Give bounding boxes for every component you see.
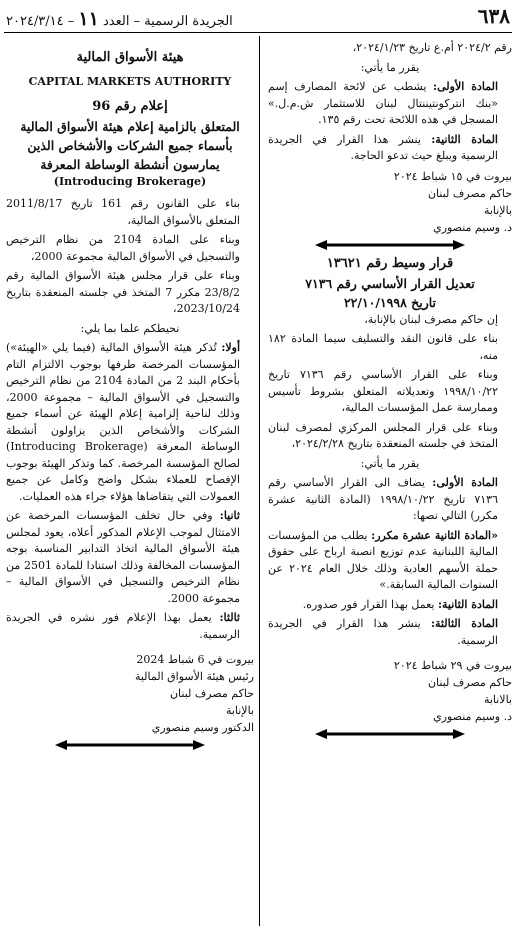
- decision-article-3: [268, 616, 512, 649]
- decision-title: قرار وسيط رقم ١٣٦٢١: [326, 255, 454, 271]
- column-divider: [259, 36, 260, 926]
- page-number: ٦٣٨: [477, 4, 510, 28]
- sig-line: د. وسيم منصوري: [433, 710, 512, 723]
- decision-date: تاريخ ٢٢/١٠/١٩٩٨: [343, 294, 437, 310]
- paragraph: وبناء على المادة 2104 من نظام الترخيص والتسجيل في الأسواق المالية مجموعة 2000،: [6, 233, 240, 263]
- item-2: [6, 508, 254, 607]
- item-label: ثانيا:: [219, 509, 240, 522]
- sig-line: بيروت في ١٥ شباط ٢٠٢٤: [393, 169, 512, 183]
- article-text: يطلب من المؤسسات المالية اللبنانية عدم توزيع انصبة ارباح على حقوق حملة الأسهم العادية وذلك خلال العام ٢٠٢٤ عن السنوات المالية السابقة.»: [268, 528, 499, 591]
- issue-line: [6, 8, 233, 30]
- signature-block-2: [268, 657, 512, 725]
- notice-number: إعلام رقم 96: [92, 98, 168, 114]
- issue-number: ١١: [78, 8, 99, 30]
- sig-line: حاكم مصرف لبنان: [169, 687, 254, 700]
- article-label: المادة الأولى:: [432, 476, 498, 489]
- intro-line: رقم ٢٠٢٤/٢ أم.ع تاريخ ٢٠٢٤/١/٢٣،: [352, 41, 512, 54]
- authority-name-ar: هيئة الأسواق المالية: [76, 50, 184, 65]
- sig-line: بالإنابة: [483, 203, 512, 217]
- separator-arrow: [315, 729, 465, 739]
- authority-name-en: CAPITAL MARKETS AUTHORITY: [28, 75, 232, 88]
- notice-title: المتعلق بالزامية إعلام هيئة الأسواق المالية بأسماء جميع الشركات والأشخاص الذين يمارسون أنشطة الوساطة المعرفة: [20, 118, 240, 172]
- governor-line: إن حاكم مصرف لبنان بالإنابة،: [364, 312, 498, 326]
- article-text: ينشر هذا القرار في الجريدة الرسمية ويبلغ حيث تدعو الحاجة.: [268, 132, 498, 162]
- article-label: المادة الأولى:: [433, 80, 499, 93]
- sig-line: حاكم مصرف لبنان: [427, 186, 512, 200]
- article-label: المادة الثالثة:: [430, 617, 498, 630]
- decision-article-1: [268, 475, 512, 525]
- article-text: يعمل بهذا القرار فور صدوره.: [302, 597, 435, 611]
- signature-block-1: [268, 168, 512, 236]
- sig-line: بالانابة: [483, 693, 512, 706]
- paragraph: وبناء على قرار مجلس هيئة الأسواق المالية رقم 23/8/2 مكرر 7 المتخذ في جلسته المنعقدة بتاريخ 2023/10/24،: [6, 269, 241, 315]
- decision-article-quote: [268, 528, 512, 594]
- decision-article-2: [268, 597, 512, 614]
- article-label: المادة الثانية:: [431, 132, 498, 146]
- based-on-2: وبناء على القرار الأساسي رقم ٧١٣٦ تاريخ ١٩٩٨/١٠/٢٢ وتعديلاته المتعلق بشروط تأسيس وممارسة عمل المؤسسات المالية،: [268, 368, 498, 414]
- sig-line: رئيس هيئة الأسواق المالية: [134, 670, 254, 683]
- decision-subtitle: تعديل القرار الأساسي رقم ٧١٣٦: [305, 275, 475, 291]
- header-rule: [4, 32, 512, 33]
- separator-arrow: [315, 240, 465, 250]
- issue-prefix: الجريدة الرسمية – العدد: [102, 14, 233, 29]
- inform-line: نحيطكم علما بما يلي:: [80, 321, 180, 335]
- based-on-3: وبناء على قرار المجلس المركزي لمصرف لبنان المتخذ في جلسته المنعقدة بتاريخ ٢٠٢٤/٢/٢٨،: [268, 420, 498, 450]
- item-label: ثالثا:: [219, 611, 240, 624]
- article-2: [268, 132, 512, 165]
- sig-line: بيروت في ٢٩ شباط ٢٠٢٤: [393, 659, 512, 672]
- left-column: [6, 40, 254, 754]
- sig-line: حاكم مصرف لبنان: [427, 676, 512, 689]
- item-label: أولا:: [221, 341, 241, 354]
- item-text: يعمل بهذا الإعلام فور نشره في الجريدة الرسمية.: [6, 611, 240, 641]
- article-text: يضاف الى القرار الأساسي رقم ٧١٣٦ تاريخ ١٩٩٨/١٠/٢٢ (المادة الثانية عشرة مكرر) التالي نصها:: [268, 476, 498, 522]
- sig-line: د. وسيم منصوري: [433, 220, 512, 234]
- item-text: تُذكر هيئة الأسواق المالية (فيما يلي «الهيئة») المؤسسات المرخصة طرفها بوجوب الالتزام التام بأحكام البند 2 من المادة 2104 من نظام الترخيص والتسجيل في الأسواق المالية – مجموعة 2000، وذلك لناحية إلزامية إعلام الهيئة عن أسماء جميع الشركات والأشخاص الذين يزاولون أنشطة الوساطة المعرفة (Introducing Brokerage) لصالح المؤسسة المرخصة. كما وتذكر الهيئة بوجوب الإفصاح للعملاء بشكل واضح وكامل عن جميع العمولات التي يتقاضاها هؤلاء جراء هذه العمليات.: [6, 341, 240, 503]
- sig-line: الدكتور وسيم منصوري: [151, 721, 254, 734]
- notice-title-en: (Introducing Brokerage): [53, 174, 207, 188]
- article-label: المادة الثانية:: [437, 597, 498, 611]
- right-column: [268, 40, 512, 743]
- sig-line: بيروت في 6 شباط 2024: [136, 653, 254, 666]
- sig-line: بالإنابة: [225, 704, 254, 717]
- issue-date: – ٢٠٢٤/٣/١٤: [6, 14, 75, 29]
- separator-arrow: [55, 740, 205, 750]
- decides-line: يقرر ما يأتي:: [360, 60, 420, 74]
- item-text: وفي حال تخلف المؤسسات المرخصة عن الامتثال لموجب الإعلام المذكور أعلاه، يعود لمجلس هيئة الأسواق المالية اتخاذ التدابير المناسبة بوجه المؤسسات المخالفة وذلك استنادا للمادة 2501 من نظام الترخيص والتسجيل في الأسواق المالية – مجموعة 2000.: [6, 509, 240, 605]
- decides-line: يقرر ما يأتي:: [360, 456, 420, 470]
- article-1: [268, 79, 512, 129]
- based-on-1: بناء على قانون النقد والتسليف سيما المادة ١٨٢ منه،: [268, 332, 498, 362]
- page-header: [4, 4, 512, 30]
- paragraph: بناء على القانون رقم 161 تاريخ 2011/8/17 المتعلق بالأسواق المالية،: [6, 197, 240, 227]
- article-label: «المادة الثانية عشرة مكرر:: [371, 528, 498, 542]
- item-3: [6, 610, 254, 643]
- signature-block-3: [6, 651, 254, 736]
- article-text: يشطب عن لائحة المصارف إسم «بنك انتركونتيننتال لبنان للاستثمار ش.م.ل.» المسجل في هذه اللائحة تحت رقم ١٣٥.: [268, 80, 498, 126]
- article-text: ينشر هذا القرار في الجريدة الرسمية.: [268, 617, 498, 647]
- item-1: [6, 340, 254, 505]
